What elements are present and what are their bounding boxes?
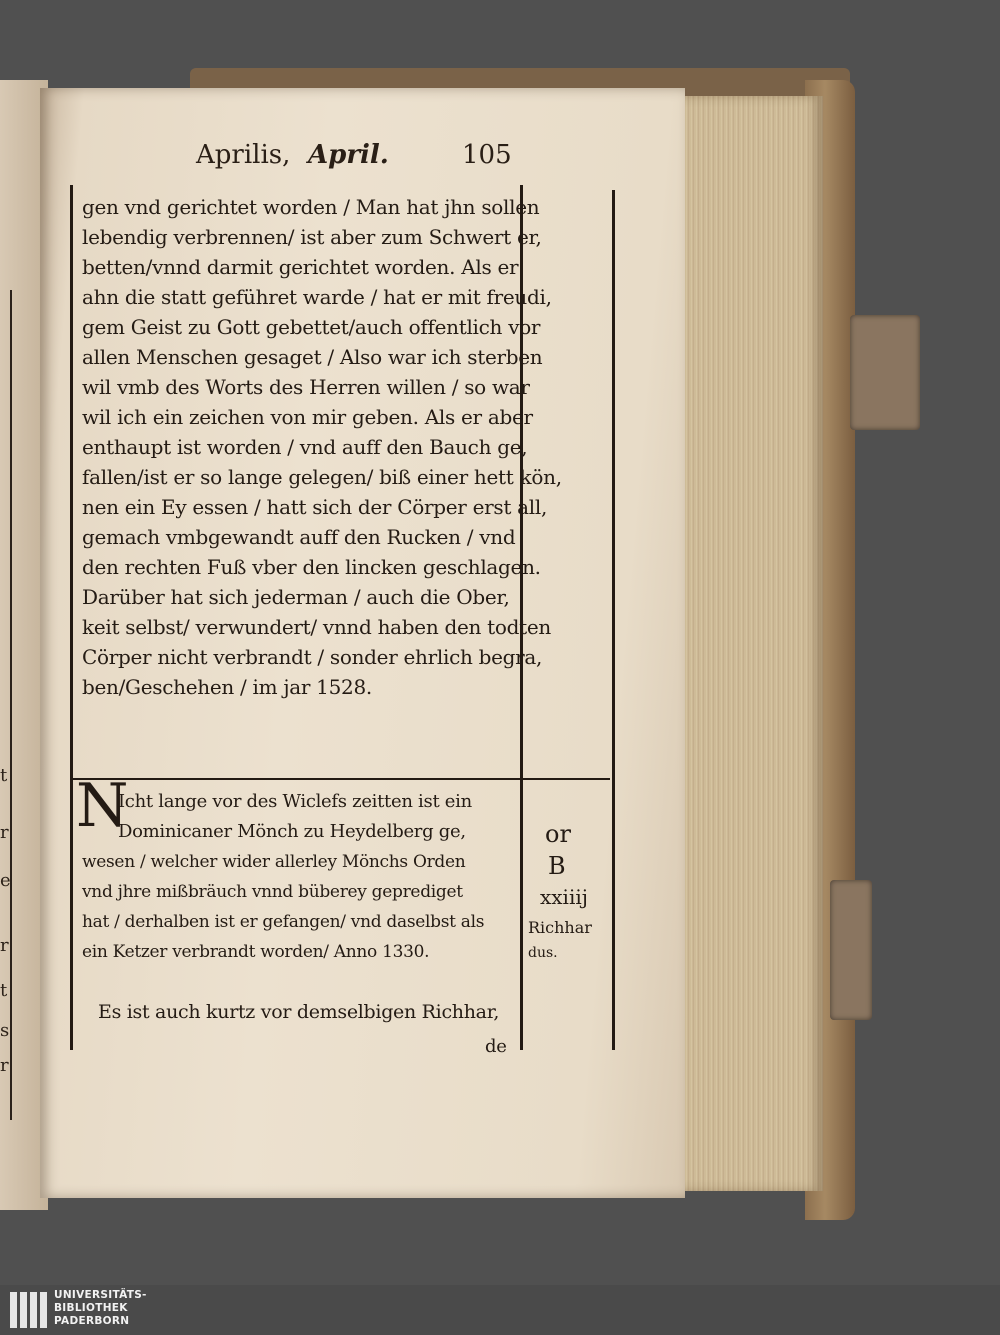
text-line: allen Menschen gesaget / Also war ich sterben — [82, 345, 543, 369]
header-german: April. — [308, 140, 389, 170]
left-page-mark: t — [0, 980, 8, 1001]
text-line: vnd jhre mißbräuch vnnd büberey geprediget — [82, 882, 463, 902]
text-line: wil vmb des Worts des Herren willen / so war — [82, 375, 530, 399]
text-line: gen vnd gerichtet worden / Man hat jhn sollen — [82, 195, 540, 219]
left-page-mark: t — [0, 765, 8, 786]
margin-note-line: or — [545, 820, 571, 848]
library-logo-icon — [8, 1290, 50, 1332]
text-line: keit selbst/ verwundert/ vnnd haben den todten — [82, 615, 551, 639]
text-line: nen ein Ey essen / hatt sich der Cörper erst all, — [82, 495, 547, 519]
text-line: gem Geist zu Gott gebettet/auch offentlich vor — [82, 315, 541, 339]
page-number: 105 — [462, 140, 512, 170]
library-name — [54, 1289, 147, 1328]
catchword: de — [485, 1036, 507, 1057]
text-line: Icht lange vor des Wiclefs zeitten ist ein — [118, 791, 472, 812]
text-line: betten/vnnd darmit gerichtet worden. Als er — [82, 255, 519, 279]
text-line: Cörper nicht verbrandt / sonder ehrlich begra, — [82, 645, 543, 669]
left-page-mark: s — [0, 1020, 10, 1041]
text-line: hat / derhalben ist er gefangen/ vnd daselbst als — [82, 912, 485, 932]
third-entry-line: Es ist auch kurtz vor demselbigen Richhar, — [98, 1001, 500, 1023]
text-line: wil ich ein zeichen von mir geben. Als er aber — [82, 405, 533, 429]
left-page-mark: e — [0, 870, 11, 891]
text-line: fallen/ist er so lange gelegen/ biß einer hett kön, — [82, 465, 562, 489]
text-line: wesen / welcher wider allerley Mönchs Orden — [82, 852, 466, 872]
margin-note-line: xxiiij — [540, 885, 588, 909]
text-line: enthaupt ist worden / vnd auff den Bauch ge, — [82, 435, 528, 459]
margin-note-line: B — [548, 852, 566, 880]
frame-left-rule — [70, 185, 73, 1050]
page-edges — [675, 96, 823, 1191]
header-latin: Aprilis, — [196, 140, 291, 170]
running-header — [180, 140, 540, 184]
left-page-rule — [10, 290, 12, 1120]
library-name-line: PADERBORN — [54, 1315, 130, 1327]
text-line: lebendig verbrennen/ ist aber zum Schwert er, — [82, 225, 542, 249]
drop-capital: N — [76, 771, 129, 841]
text-line: ben/Geschehen / im jar 1528. — [82, 675, 372, 699]
library-name-line: UNIVERSITÄTS- — [54, 1289, 147, 1301]
frame-margin-rule — [612, 190, 615, 1050]
text-line: ahn die statt geführet warde / hat er mit freudi, — [82, 285, 552, 309]
margin-note-line: Richhar — [528, 918, 592, 937]
section-divider — [72, 778, 610, 780]
text-line: den rechten Fuß vber den lincken geschlagen. — [82, 555, 541, 579]
margin-note-line: dus. — [528, 945, 558, 961]
text-line: Darüber hat sich jederman / auch die Ober, — [82, 585, 510, 609]
clasp-tab-upper — [850, 315, 920, 430]
text-line: gemach vmbgewandt auff den Rucken / vnd — [82, 525, 516, 549]
text-line: Dominicaner Mönch zu Heydelberg ge, — [118, 821, 466, 842]
footer-bar — [0, 1285, 1000, 1335]
library-name-line: BIBLIOTHEK — [54, 1302, 128, 1314]
left-page-mark: r — [0, 1055, 9, 1076]
text-line: ein Ketzer verbrandt worden/ Anno 1330. — [82, 942, 430, 962]
left-page-mark: r — [0, 935, 9, 956]
left-page-mark: r — [0, 822, 9, 843]
clasp-tab-lower — [830, 880, 872, 1020]
